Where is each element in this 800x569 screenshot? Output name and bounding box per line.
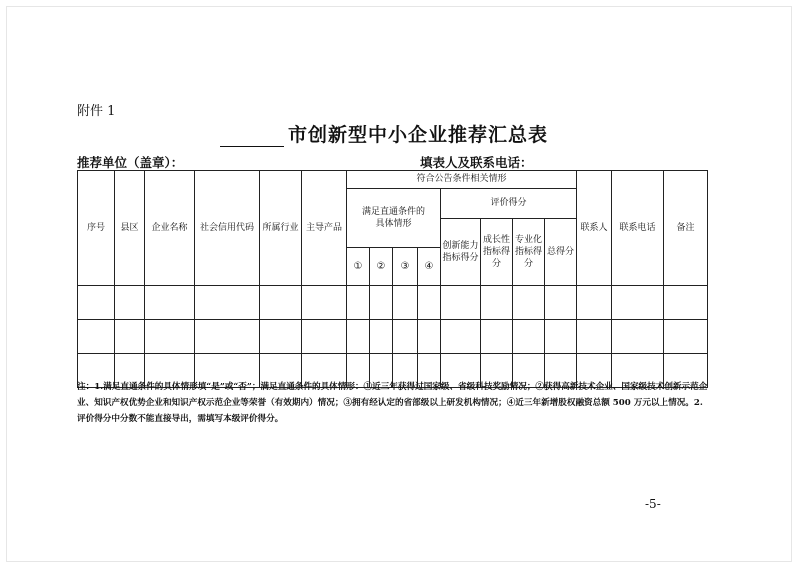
header-growth-score: 成长性指标得分 bbox=[481, 219, 513, 286]
table-row bbox=[78, 286, 708, 320]
cell[interactable] bbox=[302, 320, 347, 354]
cell[interactable] bbox=[577, 286, 612, 320]
city-name-blank bbox=[220, 128, 284, 147]
attachment-label: 附件 1 bbox=[77, 104, 116, 119]
cell[interactable] bbox=[145, 286, 195, 320]
cell[interactable] bbox=[577, 320, 612, 354]
cell[interactable] bbox=[115, 286, 145, 320]
cell[interactable] bbox=[441, 286, 481, 320]
footnote: 注：1.满足直通条件的具体情形填“是”或“否”；满足直通条件的具体情形：①近三年获得过国家级、省级科技奖励情况；②获得高新技术企业、国家级技术创新示范企业、知识产权优势企业和知识产权示范企业等荣誉（有效期内）情况；③拥有经认定的省部级以上研发机构情况；④近三年新增股权融资总额 500 万元以上情况。2.评价得分中分数不能直接导出，需填写本级评价得分。 bbox=[77, 382, 708, 424]
header-total-score: 总得分 bbox=[545, 219, 577, 286]
cell[interactable] bbox=[347, 320, 370, 354]
header-main-product: 主导产品 bbox=[302, 171, 347, 286]
cell[interactable] bbox=[441, 320, 481, 354]
header-evaluation-score: 评价得分 bbox=[441, 189, 577, 219]
header-county: 县区 bbox=[115, 171, 145, 286]
header-index: 序号 bbox=[78, 171, 115, 286]
cell[interactable] bbox=[260, 286, 302, 320]
cell[interactable] bbox=[545, 320, 577, 354]
header-specialization-score: 专业化指标得分 bbox=[513, 219, 545, 286]
cell[interactable] bbox=[302, 286, 347, 320]
header-condition-4: ④ bbox=[418, 248, 441, 286]
cell[interactable] bbox=[612, 286, 664, 320]
header-credit-code: 社会信用代码 bbox=[195, 171, 260, 286]
cell[interactable] bbox=[370, 286, 393, 320]
filler-contact-label: 填表人及联系电话： bbox=[420, 155, 533, 170]
cell[interactable] bbox=[78, 286, 115, 320]
cell[interactable] bbox=[664, 286, 708, 320]
document-title: 市创新型中小企业推荐汇总表 bbox=[288, 124, 549, 146]
cell[interactable] bbox=[347, 286, 370, 320]
cell[interactable] bbox=[545, 286, 577, 320]
cell[interactable] bbox=[481, 286, 513, 320]
cell[interactable] bbox=[393, 286, 418, 320]
header-compliance-group: 符合公告条件相关情形 bbox=[347, 171, 577, 189]
header-innovation-score: 创新能力指标得分 bbox=[441, 219, 481, 286]
header-contact-phone: 联系电话 bbox=[612, 171, 664, 286]
summary-table bbox=[77, 170, 708, 388]
header-company-name: 企业名称 bbox=[145, 171, 195, 286]
header-industry: 所属行业 bbox=[260, 171, 302, 286]
title-block bbox=[220, 120, 548, 147]
header-direct-conditions: 满足直通条件的具体情形 bbox=[347, 189, 441, 248]
cell[interactable] bbox=[195, 320, 260, 354]
page-number: -5- bbox=[645, 497, 661, 511]
header-row-1 bbox=[78, 171, 708, 189]
cell[interactable] bbox=[418, 286, 441, 320]
cell[interactable] bbox=[513, 286, 545, 320]
cell[interactable] bbox=[115, 320, 145, 354]
cell[interactable] bbox=[145, 320, 195, 354]
recommending-unit-label: 推荐单位（盖章）： bbox=[77, 155, 184, 170]
cell[interactable] bbox=[418, 320, 441, 354]
cell[interactable] bbox=[612, 320, 664, 354]
header-condition-1: ① bbox=[347, 248, 370, 286]
header-remarks: 备注 bbox=[664, 171, 708, 286]
cell[interactable] bbox=[195, 286, 260, 320]
header-contact-person: 联系人 bbox=[577, 171, 612, 286]
cell[interactable] bbox=[260, 320, 302, 354]
cell[interactable] bbox=[513, 320, 545, 354]
header-condition-2: ② bbox=[370, 248, 393, 286]
table-row bbox=[78, 320, 708, 354]
cell[interactable] bbox=[481, 320, 513, 354]
header-condition-3: ③ bbox=[393, 248, 418, 286]
cell[interactable] bbox=[664, 320, 708, 354]
cell[interactable] bbox=[393, 320, 418, 354]
cell[interactable] bbox=[78, 320, 115, 354]
cell[interactable] bbox=[370, 320, 393, 354]
